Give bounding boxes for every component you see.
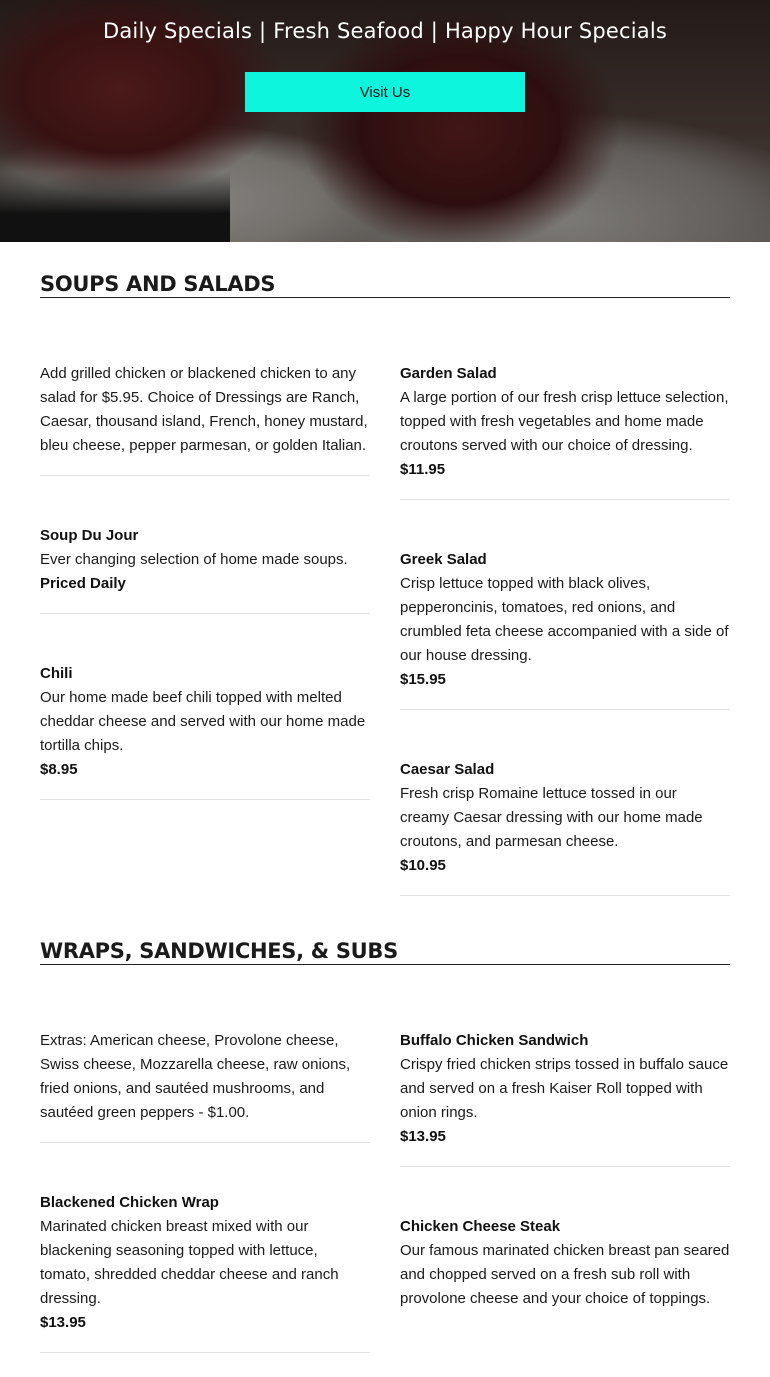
menu-item-chicken-cheese-steak — [400, 1191, 730, 1328]
menu-item-desc: Crispy fried chicken strips tossed in buffalo sauce and served on a fresh Kaiser Roll topped with onion rings. — [400, 1056, 729, 1121]
menu-item-salad-note — [40, 362, 370, 476]
section-divider — [40, 964, 730, 965]
soups-salads-section — [0, 242, 770, 920]
menu-item-desc: Our famous marinated chicken breast pan seared and chopped served on a fresh sub roll with provolone cheese and your choice of toppings. — [400, 1242, 730, 1307]
menu-item-price: Priced Daily — [40, 575, 126, 592]
menu-item-soup-du-jour — [40, 500, 370, 614]
menu-item-blackened-chicken-wrap — [40, 1167, 370, 1353]
menu-item-extras-note — [40, 1029, 370, 1143]
menu-item-buffalo-chicken-sandwich — [400, 1029, 730, 1167]
menu-item-price: $13.95 — [400, 1128, 446, 1145]
hero-banner — [0, 0, 770, 242]
menu-column-left — [40, 362, 370, 920]
menu-item-greek-salad — [400, 524, 730, 710]
menu-item-price: $10.95 — [400, 857, 446, 874]
menu-item-name: Buffalo Chicken Sandwich — [400, 1032, 589, 1049]
menu-item-desc: Ever changing selection of home made soups. — [40, 551, 348, 568]
menu-item-desc: Crisp lettuce topped with black olives, pepperoncinis, tomatoes, red onions, and crumbled feta cheese accompanied with a side of our house dressing. — [400, 575, 729, 664]
menu-item-price: $15.95 — [400, 671, 446, 688]
menu-item-name: Blackened Chicken Wrap — [40, 1194, 219, 1211]
menu-column-right — [400, 362, 730, 920]
menu-item-garden-salad — [400, 362, 730, 500]
visit-us-button[interactable]: Visit Us — [245, 72, 525, 112]
menu-item-price: $8.95 — [40, 761, 78, 778]
menu-item-chili — [40, 638, 370, 800]
menu-item-desc: Fresh crisp Romaine lettuce tossed in our creamy Caesar dressing with our home made croutons, and parmesan cheese. — [400, 785, 703, 850]
menu-item-name: Chicken Cheese Steak — [400, 1218, 561, 1235]
menu-item-desc: Add grilled chicken or blackened chicken to any salad for $5.95. Choice of Dressings are Ranch, Caesar, thousand island, French, honey mustard, bleu cheese, pepper parmesan, or golden Italian. — [40, 365, 368, 454]
menu-item-name: Greek Salad — [400, 551, 487, 568]
section-title-soups-salads: SOUPS AND SALADS — [40, 272, 276, 296]
menu-item-name: Soup Du Jour — [40, 527, 139, 544]
menu-item-desc: Extras: American cheese, Provolone cheese, Swiss cheese, Mozzarella cheese, raw onions, fried onions, and sautéed mushrooms, and sautéed green peppers - $1.00. — [40, 1032, 351, 1121]
menu-item-desc: Our home made beef chili topped with melted cheddar cheese and served with our home made tortilla chips. — [40, 689, 366, 754]
menu-columns — [40, 362, 730, 920]
menu-item-price: $13.95 — [40, 1314, 86, 1331]
hero-taglines: Daily Specials | Fresh Seafood | Happy Hour Specials — [102, 19, 668, 43]
menu-item-name: Chili — [40, 665, 73, 682]
menu-item-name: Garden Salad — [400, 365, 497, 382]
section-divider — [40, 297, 730, 298]
menu-item-price: $11.95 — [400, 461, 446, 478]
menu-item-desc: A large portion of our fresh crisp lettuce selection, topped with fresh vegetables and home made croutons served with our choice of dressing. — [400, 389, 729, 454]
wraps-sandwiches-section — [0, 938, 770, 1377]
menu-item-desc: Marinated chicken breast mixed with our blackening seasoning topped with lettuce, tomato, shredded cheddar cheese and ranch dressing. — [40, 1218, 339, 1307]
menu-item-caesar-salad — [400, 734, 730, 896]
menu-item-name: Caesar Salad — [400, 761, 495, 778]
section-title-wraps: WRAPS, SANDWICHES, & SUBS — [40, 939, 398, 963]
